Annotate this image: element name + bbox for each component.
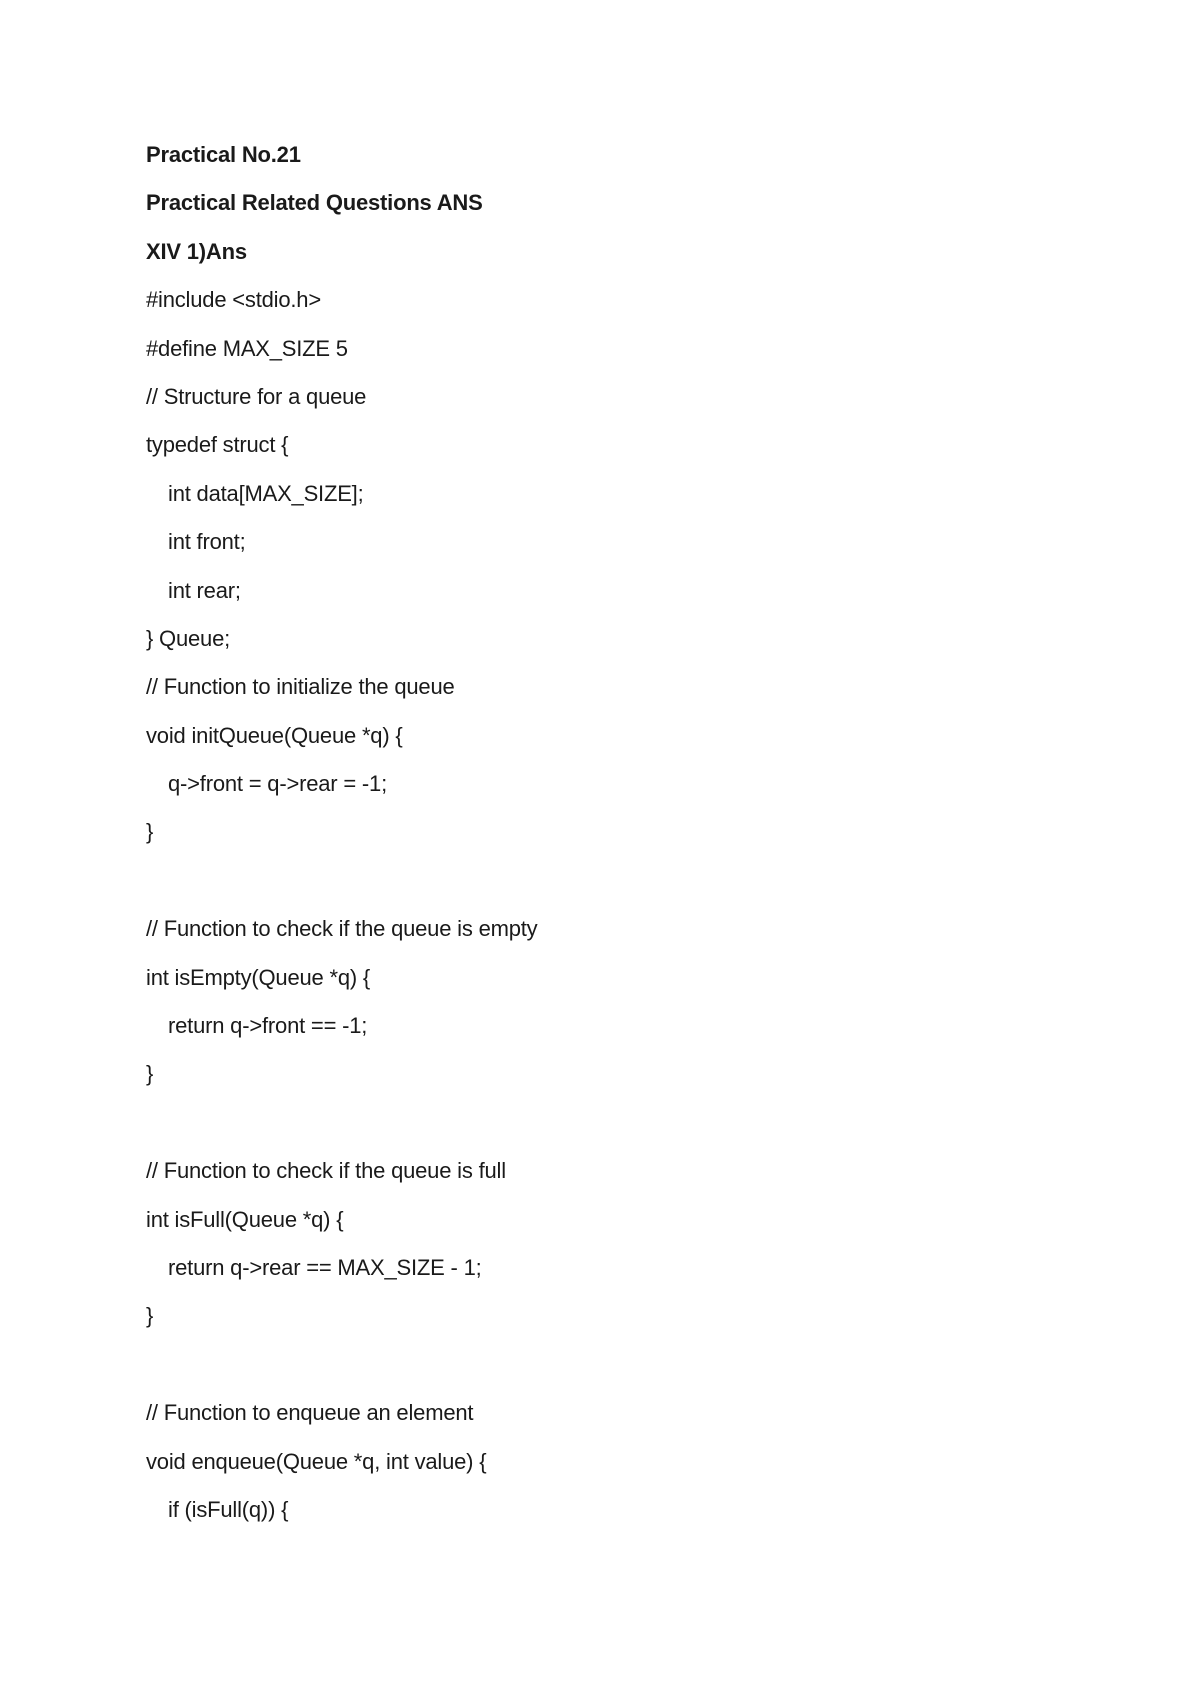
blank-line [146,868,1106,916]
code-comment: // Function to check if the queue is empty [146,916,538,942]
code-line: } [146,1061,154,1087]
blank-line [146,1110,1106,1158]
code-comment: // Function to check if the queue is full [146,1158,506,1184]
answer-heading: XIV 1)Ans [146,238,247,264]
section-heading: Practical Related Questions ANS [146,190,483,216]
code-line: } Queue; [146,625,231,651]
code-line: int isEmpty(Queue *q) { [146,964,371,990]
code-line: } [146,819,154,845]
document-content [146,142,1106,1545]
code-line: q->front = q->rear = -1; [168,771,387,797]
code-line: #define MAX_SIZE 5 [146,335,348,361]
code-line: } [146,1303,154,1329]
code-line: int isFull(Queue *q) { [146,1206,344,1232]
code-line: int data[MAX_SIZE]; [168,480,364,506]
code-line: int front; [168,529,246,555]
code-comment: // Function to enqueue an element [146,1400,474,1426]
code-comment: // Function to initialize the queue [146,674,455,700]
practical-title: Practical No.21 [146,142,301,167]
code-line: return q->front == -1; [168,1013,368,1039]
code-line: #include <stdio.h> [146,287,321,313]
code-line: typedef struct { [146,432,289,458]
code-line: return q->rear == MAX_SIZE - 1; [168,1254,482,1280]
code-line: void enqueue(Queue *q, int value) { [146,1448,487,1474]
code-line: int rear; [168,577,241,603]
code-comment: // Structure for a queue [146,383,367,409]
blank-line [146,1352,1106,1400]
code-line: void initQueue(Queue *q) { [146,722,403,748]
code-line: if (isFull(q)) { [168,1496,289,1522]
